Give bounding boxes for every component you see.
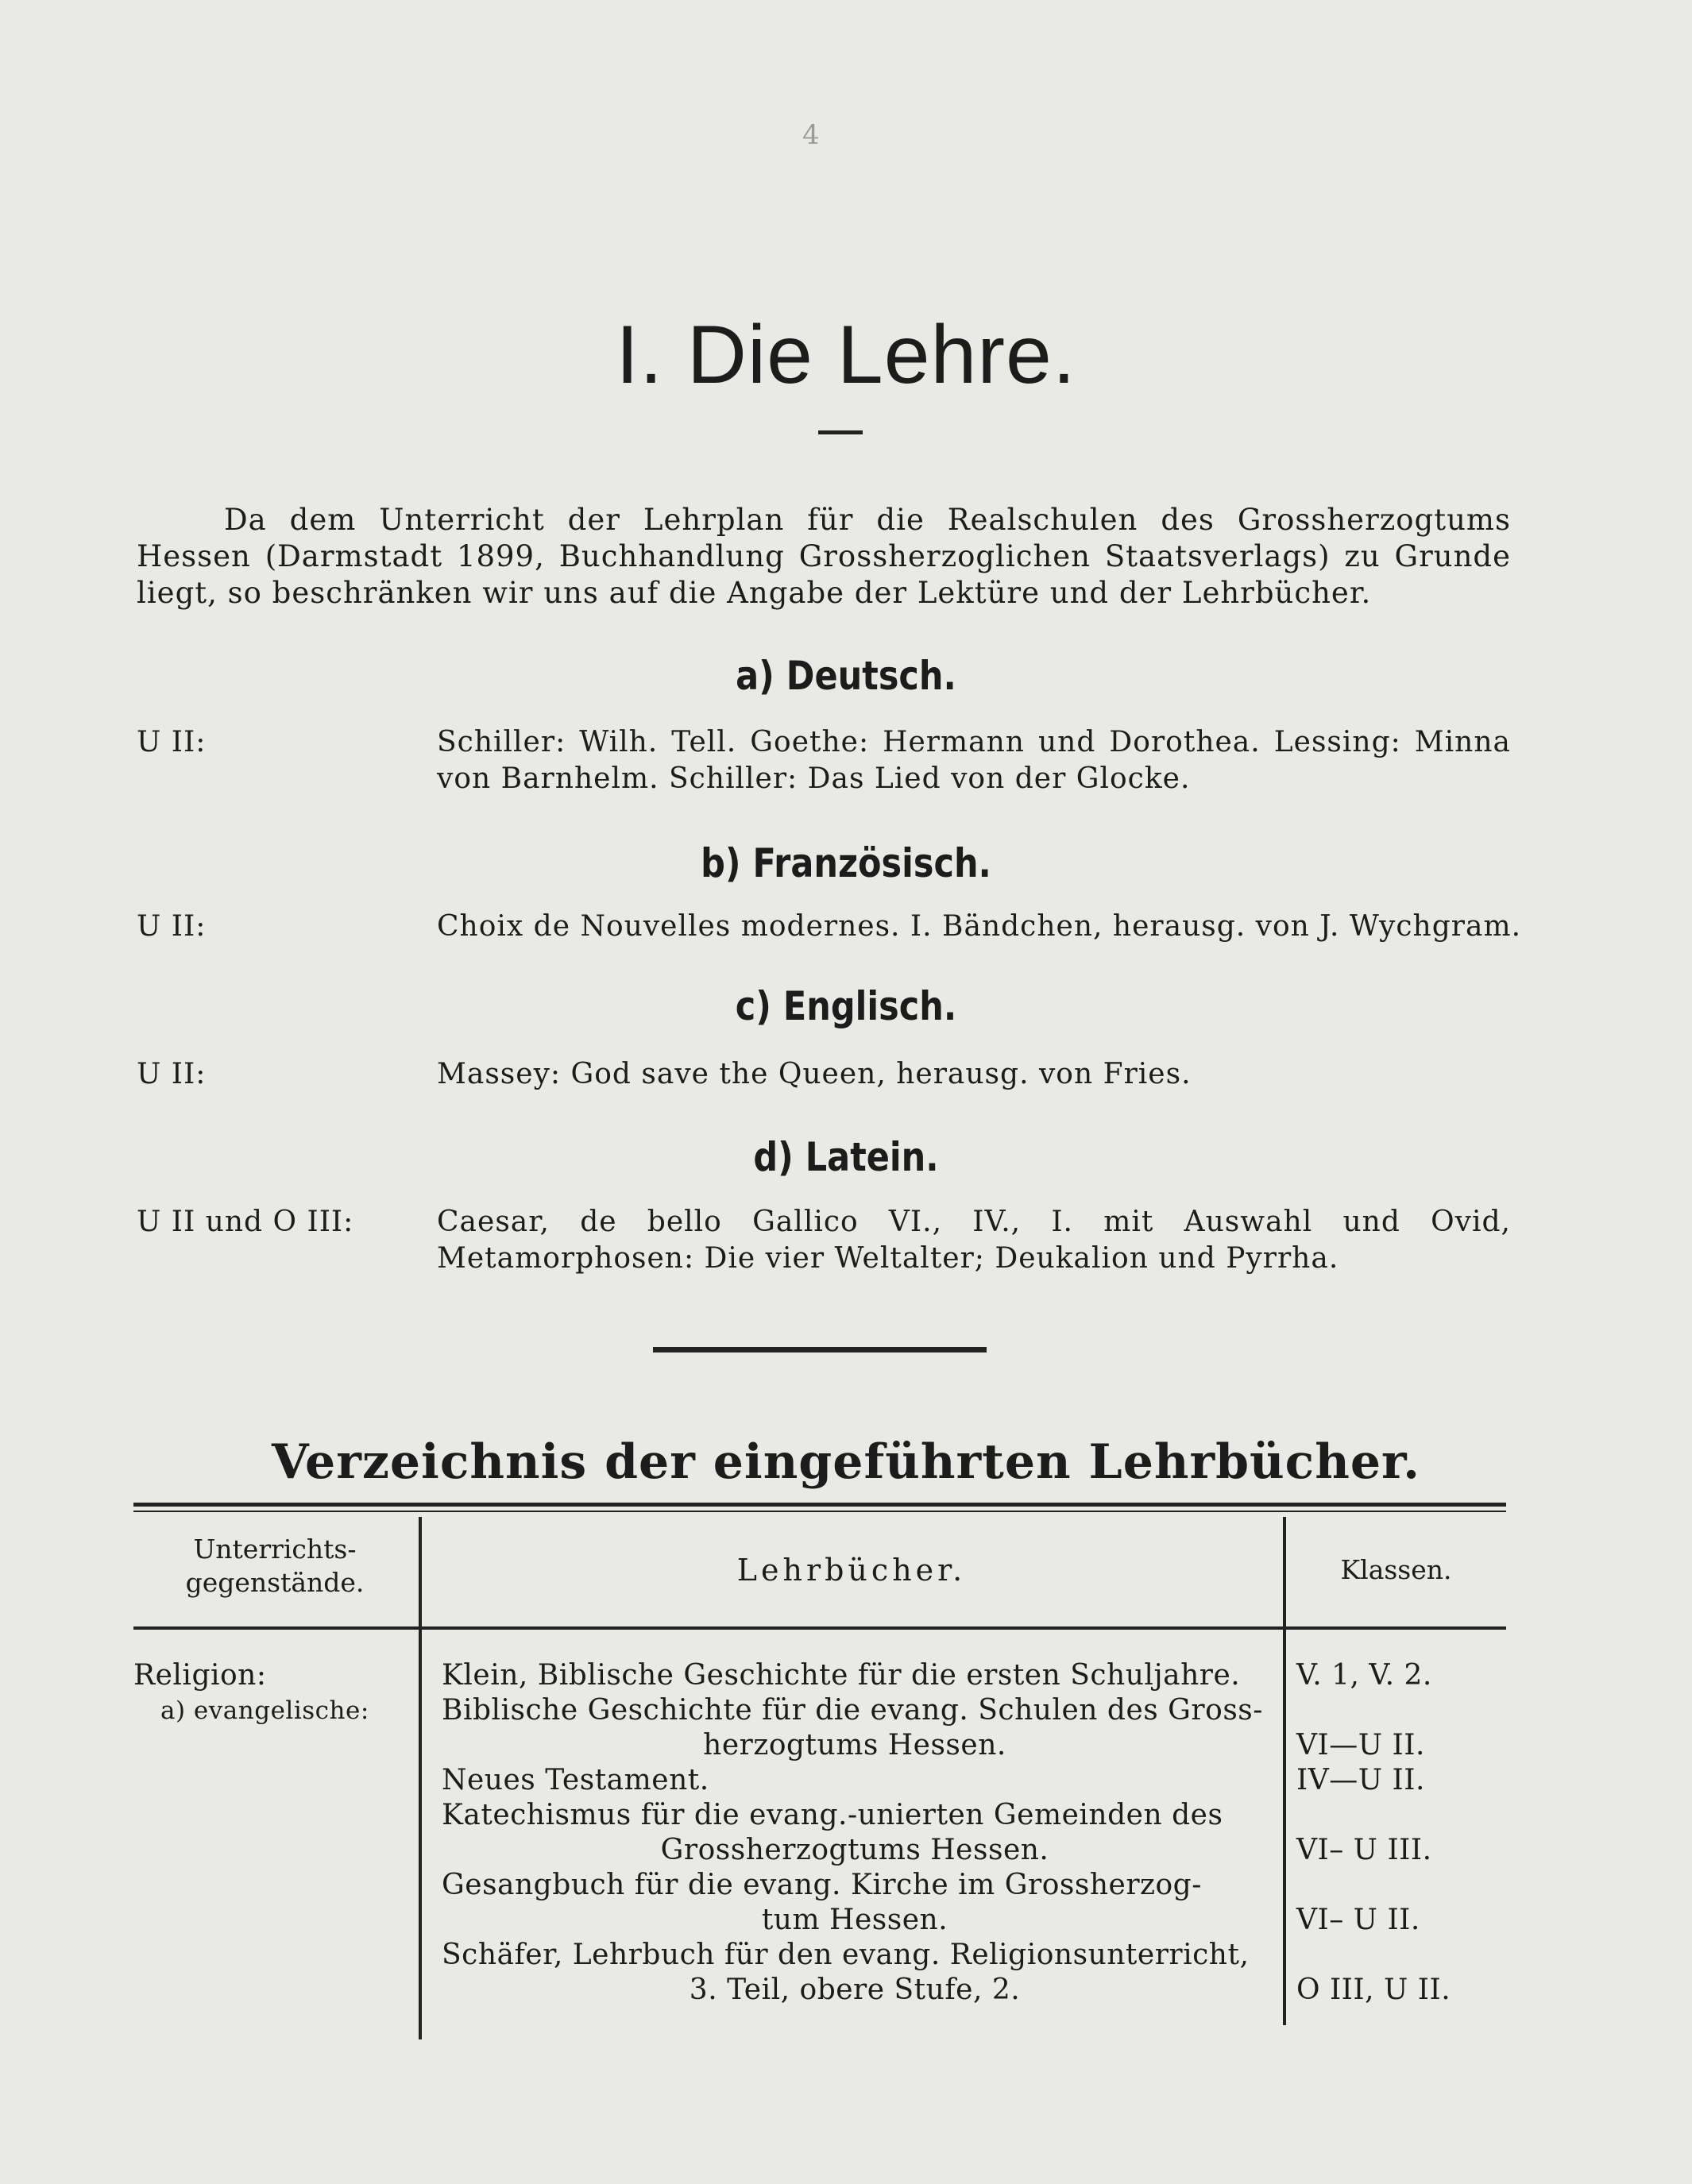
book-title: Schäfer, Lehrbuch für den evang. Religionsunterricht, [442,1939,1250,1971]
intro-text: Da dem Unterricht der Lehrplan für die Realschulen des Grossherzogtums Hessen (Darmstadt 1899, Buchhandlung Grossherzoglichen Staatsverlags) zu Grunde liegt, so beschränken wir uns auf die Angabe der Lektüre und der Lehrbücher. [137,503,1511,610]
reading-list: Caesar, de bello Gallico VI., IV., I. mit Auswahl und Ovid, Metamorphosen: Die vier Weltalter; Deukalion und Pyrrha. [437,1206,1511,1275]
class-label: U II: [137,910,207,943]
book-title-cont: tum Hessen. [761,1904,948,1936]
section-heading-englisch: c) Englisch. [735,983,957,1029]
class-label: U II: [137,1058,207,1090]
book-title: Gesangbuch für die evang. Kirche im Grossherzog- [442,1869,1202,1901]
book-classes: VI– U III. [1296,1834,1432,1866]
book-classes: IV—U II. [1296,1764,1425,1796]
header-classes: Klassen. [1340,1554,1452,1585]
page-title: I. Die Lehre. [616,309,1076,401]
book-title: Biblische Geschichte für die evang. Schulen des Gross- [442,1694,1263,1727]
book-title: Klein, Biblische Geschichte für die ersten Schuljahre. [442,1659,1241,1692]
section-heading-franzoesisch: b) Französisch. [701,840,991,886]
table-top-rule-thin [133,1511,1506,1512]
book-classes: V. 1, V. 2. [1296,1659,1432,1692]
book-classes: VI—U II. [1296,1729,1425,1761]
header-subjects-line2: gegenstände. [185,1567,365,1598]
section-heading-latein: d) Latein. [753,1134,939,1180]
class-label: U II: [137,726,207,758]
book-title: Neues Testament. [442,1764,709,1796]
header-books: Lehrbücher. [736,1553,967,1588]
subject-evangelisch: a) evangelische: [160,1696,369,1725]
reading-list: Schiller: Wilh. Tell. Goethe: Hermann und Dorothea. Lessing: Minna von Barnhelm. Schiller: Das Lied von der Glocke. [437,726,1511,795]
header-subjects [133,1533,416,1599]
book-title-cont: herzogtums Hessen. [703,1729,1006,1761]
book-row [442,1798,1268,1868]
section-heading-deutsch: a) Deutsch. [736,653,956,699]
header-subjects-line1: Unterrichts- [193,1534,357,1565]
table-column-divider [1283,1517,1286,2025]
reading-list: Massey: God save the Queen, herausg. von Fries. [437,1058,1192,1090]
table-top-rule [133,1503,1506,1507]
book-classes: O III, U II. [1296,1974,1451,2006]
book-title: Katechismus für die evang.-unierten Gemeinden des [442,1799,1223,1831]
subject-religion: Religion: [133,1659,267,1692]
table-header-rule [133,1626,1506,1630]
reading-list: Choix de Nouvelles modernes. I. Bändchen, herausg. von J. Wychgram. [437,910,1522,943]
book-row [442,1868,1268,1938]
subject-cell [133,1658,416,1728]
section-divider [653,1347,987,1352]
book-row [442,1693,1268,1763]
title-underline [818,430,863,434]
book-title-cont: 3. Teil, obere Stufe, 2. [689,1974,1021,2006]
book-row [442,1658,1268,1693]
book-row [442,1763,1268,1798]
book-title-cont: Grossherzogtums Hessen. [660,1834,1049,1866]
table-column-divider [419,1517,422,2039]
page-number: 4 [802,119,820,151]
table-title: Verzeichnis der eingeführten Lehrbücher. [271,1434,1420,1490]
class-label: U II und O III: [137,1206,354,1238]
book-classes: VI– U II. [1296,1904,1420,1936]
intro-paragraph [137,502,1511,612]
book-row [442,1938,1268,2008]
